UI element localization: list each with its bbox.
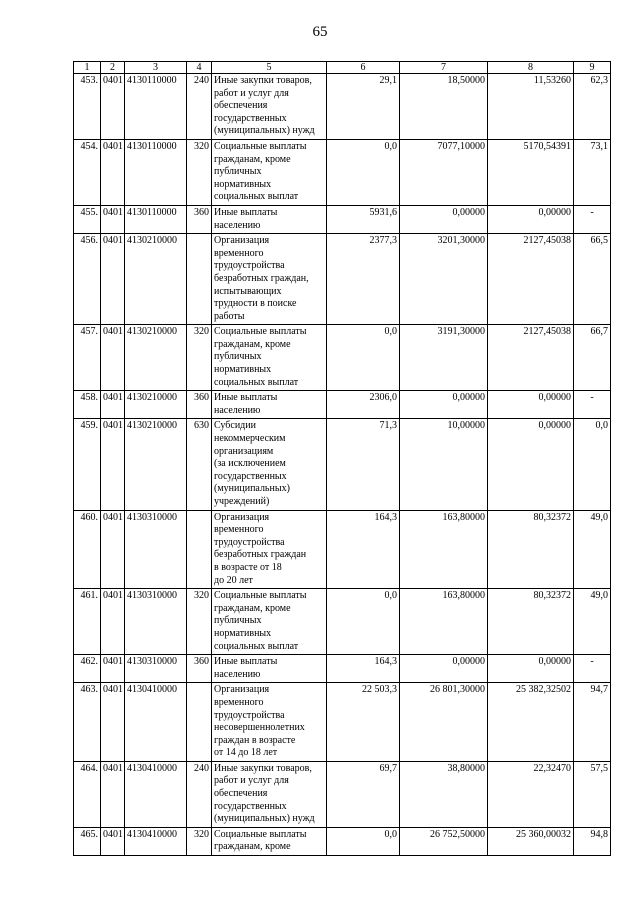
header-cell: 3 bbox=[125, 62, 187, 74]
row-number-cell: 456. bbox=[74, 234, 101, 325]
expense-type-cell: 360 bbox=[187, 205, 212, 233]
value-col6-cell: 2306,0 bbox=[327, 391, 400, 419]
row-number-cell: 461. bbox=[74, 589, 101, 655]
header-cell: 5 bbox=[212, 62, 327, 74]
item-name-cell: Организация временного трудоустройства безработных граждан, испытывающих трудности в поиске работы bbox=[212, 234, 327, 325]
target-article-cell: 4130410000 bbox=[125, 683, 187, 762]
percent-cell: - bbox=[574, 655, 611, 683]
value-col6-cell: 0,0 bbox=[327, 589, 400, 655]
target-article-cell: 4130310000 bbox=[125, 510, 187, 589]
value-col6-cell: 0,0 bbox=[327, 325, 400, 391]
target-article-cell: 4130110000 bbox=[125, 139, 187, 205]
section-code-cell: 0401 bbox=[101, 74, 125, 140]
section-code-cell: 0401 bbox=[101, 205, 125, 233]
percent-cell: 0,0 bbox=[574, 419, 611, 510]
table-row bbox=[74, 761, 611, 827]
section-code-cell: 0401 bbox=[101, 761, 125, 827]
value-col8-cell: 0,00000 bbox=[488, 655, 574, 683]
value-col7-cell: 38,80000 bbox=[400, 761, 488, 827]
row-number-cell: 455. bbox=[74, 205, 101, 233]
table-row bbox=[74, 655, 611, 683]
expense-type-cell: 240 bbox=[187, 761, 212, 827]
table-row bbox=[74, 391, 611, 419]
row-number-cell: 454. bbox=[74, 139, 101, 205]
table-row bbox=[74, 827, 611, 855]
section-code-cell: 0401 bbox=[101, 510, 125, 589]
table-row bbox=[74, 139, 611, 205]
target-article-cell: 4130210000 bbox=[125, 234, 187, 325]
value-col6-cell: 164,3 bbox=[327, 655, 400, 683]
value-col8-cell: 80,32372 bbox=[488, 589, 574, 655]
value-col7-cell: 26 801,30000 bbox=[400, 683, 488, 762]
value-col7-cell: 7077,10000 bbox=[400, 139, 488, 205]
value-col6-cell: 69,7 bbox=[327, 761, 400, 827]
percent-cell: 66,7 bbox=[574, 325, 611, 391]
value-col7-cell: 0,00000 bbox=[400, 655, 488, 683]
table-row bbox=[74, 683, 611, 762]
row-number-cell: 459. bbox=[74, 419, 101, 510]
header-cell: 9 bbox=[574, 62, 611, 74]
target-article-cell: 4130210000 bbox=[125, 419, 187, 510]
value-col8-cell: 80,32372 bbox=[488, 510, 574, 589]
row-number-cell: 460. bbox=[74, 510, 101, 589]
percent-cell: 62,3 bbox=[574, 74, 611, 140]
table-row bbox=[74, 589, 611, 655]
row-number-cell: 463. bbox=[74, 683, 101, 762]
value-col7-cell: 26 752,50000 bbox=[400, 827, 488, 855]
section-code-cell: 0401 bbox=[101, 139, 125, 205]
expense-type-cell: 320 bbox=[187, 139, 212, 205]
item-name-cell: Социальные выплаты гражданам, кроме публичных нормативных социальных выплат bbox=[212, 139, 327, 205]
header-cell: 2 bbox=[101, 62, 125, 74]
percent-cell: 49,0 bbox=[574, 589, 611, 655]
item-name-cell: Социальные выплаты гражданам, кроме публичных нормативных социальных выплат bbox=[212, 325, 327, 391]
row-number-cell: 465. bbox=[74, 827, 101, 855]
item-name-cell: Иные выплаты населению bbox=[212, 205, 327, 233]
value-col7-cell: 163,80000 bbox=[400, 589, 488, 655]
row-number-cell: 458. bbox=[74, 391, 101, 419]
row-number-cell: 453. bbox=[74, 74, 101, 140]
value-col7-cell: 3191,30000 bbox=[400, 325, 488, 391]
header-cell: 6 bbox=[327, 62, 400, 74]
target-article-cell: 4130410000 bbox=[125, 761, 187, 827]
expense-type-cell: 360 bbox=[187, 655, 212, 683]
target-article-cell: 4130410000 bbox=[125, 827, 187, 855]
target-article-cell: 4130110000 bbox=[125, 74, 187, 140]
item-name-cell: Социальные выплаты гражданам, кроме публичных нормативных социальных выплат bbox=[212, 589, 327, 655]
value-col6-cell: 71,3 bbox=[327, 419, 400, 510]
table-row bbox=[74, 205, 611, 233]
expense-type-cell: 320 bbox=[187, 325, 212, 391]
percent-cell: 73,1 bbox=[574, 139, 611, 205]
percent-cell: - bbox=[574, 205, 611, 233]
section-code-cell: 0401 bbox=[101, 655, 125, 683]
row-number-cell: 464. bbox=[74, 761, 101, 827]
expense-type-cell bbox=[187, 510, 212, 589]
header-cell: 1 bbox=[74, 62, 101, 74]
section-code-cell: 0401 bbox=[101, 827, 125, 855]
value-col8-cell: 5170,54391 bbox=[488, 139, 574, 205]
expense-type-cell: 360 bbox=[187, 391, 212, 419]
value-col6-cell: 164,3 bbox=[327, 510, 400, 589]
value-col6-cell: 22 503,3 bbox=[327, 683, 400, 762]
header-cell: 7 bbox=[400, 62, 488, 74]
value-col7-cell: 18,50000 bbox=[400, 74, 488, 140]
expense-type-cell: 240 bbox=[187, 74, 212, 140]
value-col8-cell: 22,32470 bbox=[488, 761, 574, 827]
section-code-cell: 0401 bbox=[101, 325, 125, 391]
item-name-cell: Субсидии некоммерческим организациям (за исключением государственных (муниципальных) учреждений) bbox=[212, 419, 327, 510]
expense-type-cell: 320 bbox=[187, 827, 212, 855]
value-col6-cell: 0,0 bbox=[327, 139, 400, 205]
value-col8-cell: 0,00000 bbox=[488, 391, 574, 419]
table-row bbox=[74, 325, 611, 391]
target-article-cell: 4130110000 bbox=[125, 205, 187, 233]
row-number-cell: 457. bbox=[74, 325, 101, 391]
expense-type-cell bbox=[187, 234, 212, 325]
item-name-cell: Иные закупки товаров, работ и услуг для обеспечения государственных (муниципальных) нужд bbox=[212, 74, 327, 140]
section-code-cell: 0401 bbox=[101, 683, 125, 762]
value-col8-cell: 25 360,00032 bbox=[488, 827, 574, 855]
value-col8-cell: 0,00000 bbox=[488, 419, 574, 510]
percent-cell: 94,7 bbox=[574, 683, 611, 762]
value-col8-cell: 2127,45038 bbox=[488, 325, 574, 391]
value-col7-cell: 163,80000 bbox=[400, 510, 488, 589]
section-code-cell: 0401 bbox=[101, 589, 125, 655]
value-col6-cell: 5931,6 bbox=[327, 205, 400, 233]
value-col7-cell: 3201,30000 bbox=[400, 234, 488, 325]
expense-type-cell: 320 bbox=[187, 589, 212, 655]
header-cell: 4 bbox=[187, 62, 212, 74]
value-col6-cell: 29,1 bbox=[327, 74, 400, 140]
value-col7-cell: 0,00000 bbox=[400, 391, 488, 419]
item-name-cell: Организация временного трудоустройства безработных граждан в возрасте от 18 до 20 лет bbox=[212, 510, 327, 589]
value-col8-cell: 11,53260 bbox=[488, 74, 574, 140]
percent-cell: 66,5 bbox=[574, 234, 611, 325]
percent-cell: - bbox=[574, 391, 611, 419]
percent-cell: 57,5 bbox=[574, 761, 611, 827]
table-row bbox=[74, 74, 611, 140]
table-header-row bbox=[74, 62, 611, 74]
page-number: 65 bbox=[312, 24, 328, 40]
value-col8-cell: 25 382,32502 bbox=[488, 683, 574, 762]
target-article-cell: 4130210000 bbox=[125, 391, 187, 419]
item-name-cell: Иные закупки товаров, работ и услуг для обеспечения государственных (муниципальных) нужд bbox=[212, 761, 327, 827]
percent-cell: 94,8 bbox=[574, 827, 611, 855]
expense-type-cell bbox=[187, 683, 212, 762]
percent-cell: 49,0 bbox=[574, 510, 611, 589]
row-number-cell: 462. bbox=[74, 655, 101, 683]
section-code-cell: 0401 bbox=[101, 234, 125, 325]
item-name-cell: Социальные выплаты гражданам, кроме bbox=[212, 827, 327, 855]
item-name-cell: Иные выплаты населению bbox=[212, 655, 327, 683]
header-cell: 8 bbox=[488, 62, 574, 74]
value-col7-cell: 10,00000 bbox=[400, 419, 488, 510]
item-name-cell: Иные выплаты населению bbox=[212, 391, 327, 419]
value-col6-cell: 0,0 bbox=[327, 827, 400, 855]
table-row bbox=[74, 234, 611, 325]
budget-table bbox=[73, 61, 611, 856]
section-code-cell: 0401 bbox=[101, 391, 125, 419]
target-article-cell: 4130210000 bbox=[125, 325, 187, 391]
target-article-cell: 4130310000 bbox=[125, 589, 187, 655]
value-col7-cell: 0,00000 bbox=[400, 205, 488, 233]
value-col8-cell: 0,00000 bbox=[488, 205, 574, 233]
section-code-cell: 0401 bbox=[101, 419, 125, 510]
value-col6-cell: 2377,3 bbox=[327, 234, 400, 325]
table-row bbox=[74, 419, 611, 510]
table-row bbox=[74, 510, 611, 589]
value-col8-cell: 2127,45038 bbox=[488, 234, 574, 325]
target-article-cell: 4130310000 bbox=[125, 655, 187, 683]
expense-type-cell: 630 bbox=[187, 419, 212, 510]
item-name-cell: Организация временного трудоустройства несовершеннолетних граждан в возрасте от 14 до 18 лет bbox=[212, 683, 327, 762]
